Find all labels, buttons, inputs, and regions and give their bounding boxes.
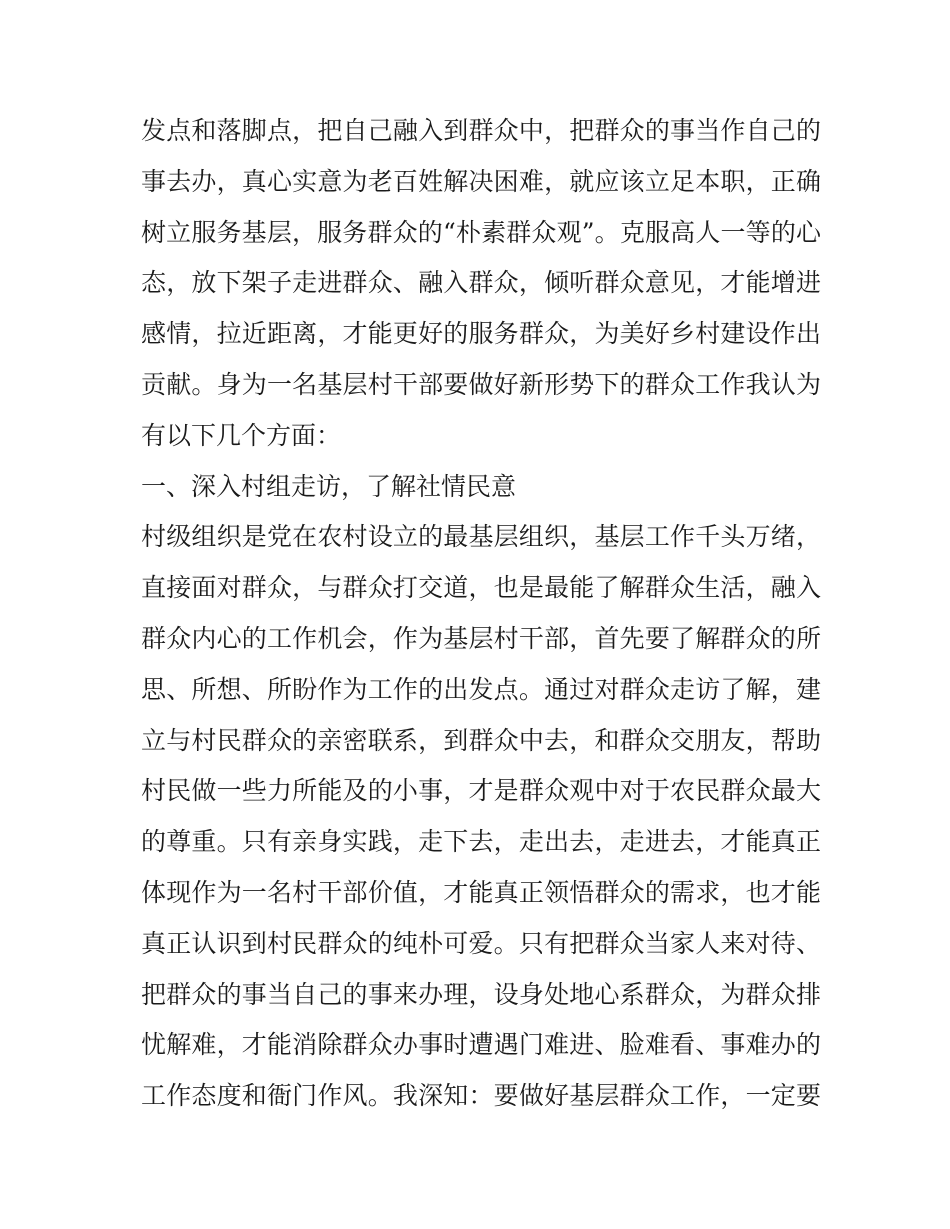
body-text [141, 106, 821, 1122]
text-line: 工作态度和衙门作风。我深知：要做好基层群众工作，一定要 [141, 1081, 821, 1111]
text-line: 群众内心的工作机会，作为基层村干部，首先要了解群众的所 [141, 623, 821, 653]
section-heading: 一、深入村组走访，了解社情民意 [141, 471, 517, 501]
text-line: 树立服务基层，服务群众的“朴素群众观”。克服高人一等的心 [141, 217, 821, 247]
text-line: 贡献。身为一名基层村干部要做好新形势下的群众工作我认为 [141, 369, 821, 399]
text-line: 发点和落脚点，把自己融入到群众中，把群众的事当作自己的 [141, 116, 821, 145]
text-line: 直接面对群众，与群众打交道，也是最能了解群众生活，融入 [141, 573, 821, 603]
text-line: 村民做一些力所能及的小事，才是群众观中对于农民群众最大 [141, 776, 821, 806]
text-line: 立与村民群众的亲密联系，到群众中去，和群众交朋友，帮助 [141, 725, 821, 755]
text-line: 真正认识到村民群众的纯朴可爱。只有把群众当家人来对待、 [141, 928, 821, 958]
text-line: 村级组织是党在农村设立的最基层组织，基层工作千头万绪， [141, 522, 821, 552]
text-line: 的尊重。只有亲身实践，走下去，走出去，走进去，才能真正 [141, 827, 821, 857]
text-line: 思、所想、所盼作为工作的出发点。通过对群众走访了解，建 [141, 674, 821, 704]
text-line: 有以下几个方面： [141, 420, 342, 450]
text-line: 态，放下架子走进群众、融入群众，倾听群众意见，才能增进 [141, 268, 821, 298]
text-line: 事去办，真心实意为老百姓解决困难，就应该立足本职，正确 [141, 166, 821, 196]
text-line: 把群众的事当自己的事来办理，设身处地心系群众，为群众排 [141, 979, 821, 1009]
text-line: 感情，拉近距离，才能更好的服务群众，为美好乡村建设作出 [141, 319, 821, 349]
text-line: 体现作为一名村干部价值，才能真正领悟群众的需求，也才能 [141, 877, 821, 907]
text-line: 忧解难，才能消除群众办事时遭遇门难进、脸难看、事难办的 [141, 1030, 821, 1060]
